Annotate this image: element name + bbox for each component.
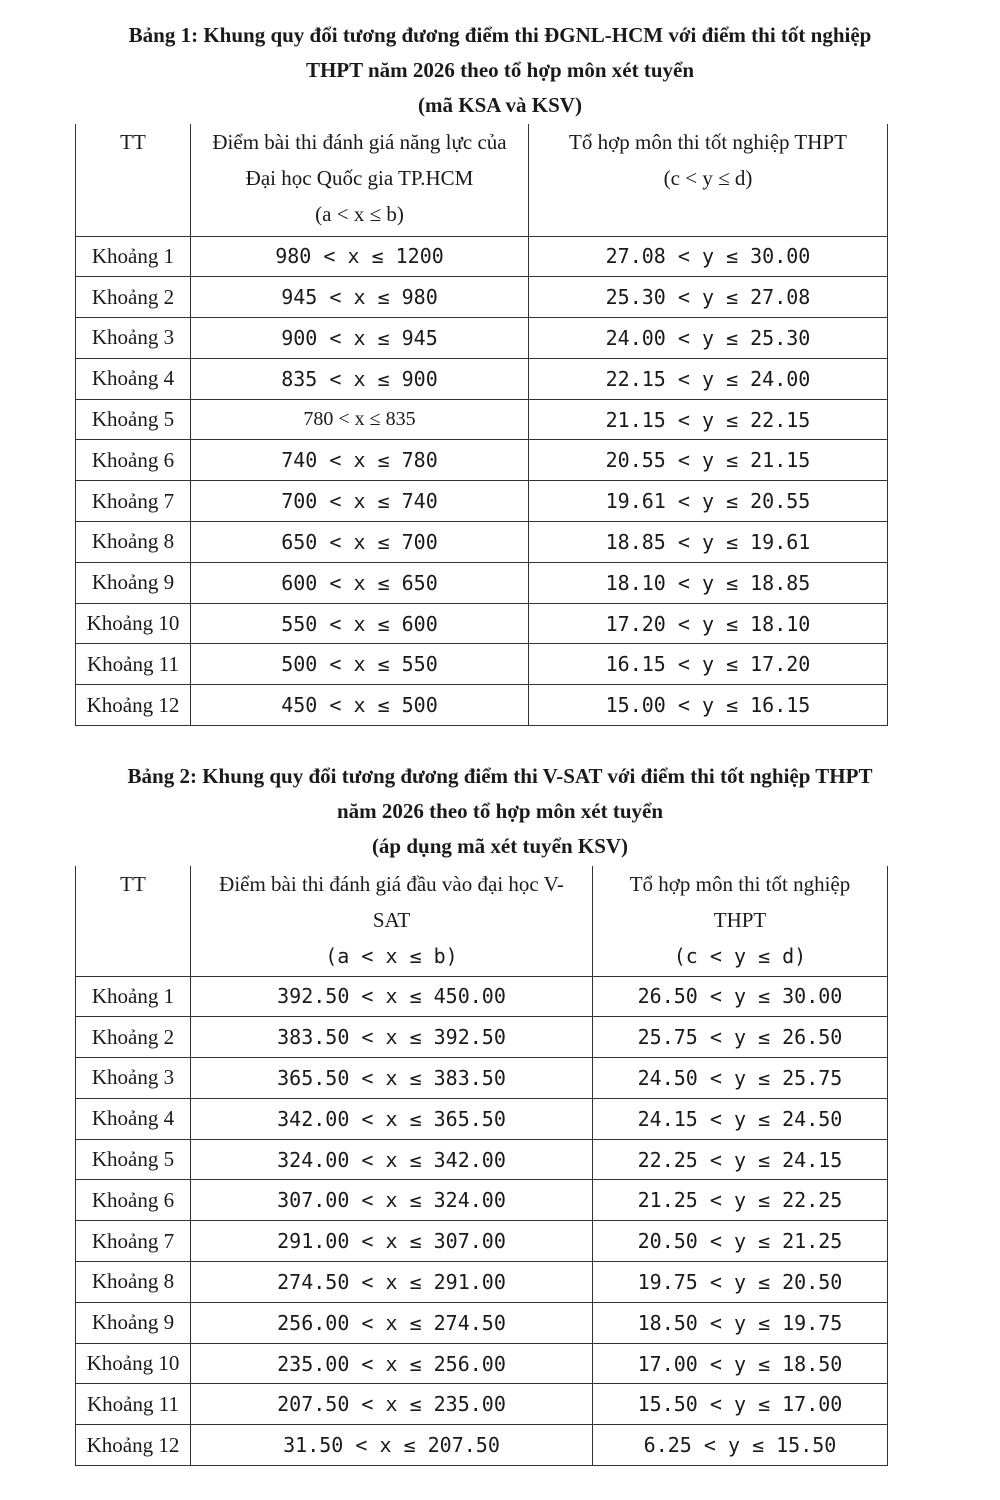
table1-header-y: Tổ hợp môn thi tốt nghiệp THPT (c < y ≤ d)	[529, 124, 888, 236]
row-label: Khoảng 9	[76, 1302, 191, 1343]
table1-header-x: Điểm bài thi đánh giá năng lực của Đại học Quốc gia TP.HCM (a < x ≤ b)	[191, 124, 529, 236]
y-range-cell: 22.15 < y ≤ 24.00	[529, 358, 888, 399]
y-range-cell: 15.50 < y ≤ 17.00	[593, 1384, 888, 1425]
row-label: Khoảng 8	[76, 1262, 191, 1303]
x-range-cell: 700 < x ≤ 740	[191, 481, 529, 522]
x-range-cell: 207.50 < x ≤ 235.00	[191, 1384, 593, 1425]
y-range-cell: 24.50 < y ≤ 25.75	[593, 1058, 888, 1099]
table-row	[76, 522, 888, 563]
y-range-cell: 16.15 < y ≤ 17.20	[529, 644, 888, 685]
x-range-cell: 307.00 < x ≤ 324.00	[191, 1180, 593, 1221]
row-label: Khoảng 7	[76, 481, 191, 522]
y-range-cell: 25.75 < y ≤ 26.50	[593, 1017, 888, 1058]
table1-caption	[0, 18, 1000, 123]
x-range-cell: 365.50 < x ≤ 383.50	[191, 1058, 593, 1099]
table-row	[76, 1017, 888, 1058]
table2-caption-line1: Bảng 2: Khung quy đổi tương đương điểm thi V-SAT với điểm thi tốt nghiệp THPT	[127, 764, 873, 788]
table1-header-tt: TT	[76, 124, 191, 236]
row-label: Khoảng 8	[76, 522, 191, 563]
y-range-cell: 18.10 < y ≤ 18.85	[529, 562, 888, 603]
x-range-cell: 450 < x ≤ 500	[191, 685, 529, 726]
row-label: Khoảng 5	[76, 399, 191, 440]
row-label: Khoảng 1	[76, 976, 191, 1017]
table2-caption-line3: (áp dụng mã xét tuyển KSV)	[371, 834, 629, 858]
table-row	[76, 481, 888, 522]
row-label: Khoảng 2	[76, 1017, 191, 1058]
x-range-cell: 392.50 < x ≤ 450.00	[191, 976, 593, 1017]
table-row	[76, 976, 888, 1017]
row-label: Khoảng 3	[76, 1058, 191, 1099]
table-row	[76, 1425, 888, 1466]
y-range-cell: 17.00 < y ≤ 18.50	[593, 1343, 888, 1384]
x-range-cell: 31.50 < x ≤ 207.50	[191, 1425, 593, 1466]
table-row	[76, 1262, 888, 1303]
y-range-cell: 17.20 < y ≤ 18.10	[529, 603, 888, 644]
y-range-cell: 25.30 < y ≤ 27.08	[529, 277, 888, 318]
row-label: Khoảng 11	[76, 1384, 191, 1425]
table-row	[76, 644, 888, 685]
x-range-cell: 274.50 < x ≤ 291.00	[191, 1262, 593, 1303]
table-row	[76, 440, 888, 481]
table-row	[76, 236, 888, 277]
row-label: Khoảng 6	[76, 440, 191, 481]
table-row	[76, 562, 888, 603]
y-range-cell: 27.08 < y ≤ 30.00	[529, 236, 888, 277]
x-range-cell: 835 < x ≤ 900	[191, 358, 529, 399]
table-row	[76, 358, 888, 399]
x-range-cell: 980 < x ≤ 1200	[191, 236, 529, 277]
row-label: Khoảng 2	[76, 277, 191, 318]
y-range-cell: 20.55 < y ≤ 21.15	[529, 440, 888, 481]
table-row	[76, 1302, 888, 1343]
row-label: Khoảng 4	[76, 358, 191, 399]
table1-caption-line1: Bảng 1: Khung quy đổi tương đương điểm thi ĐGNL-HCM với điểm thi tốt nghiệp	[128, 23, 872, 47]
y-range-cell: 19.75 < y ≤ 20.50	[593, 1262, 888, 1303]
x-range-cell: 900 < x ≤ 945	[191, 318, 529, 359]
table-row	[76, 1098, 888, 1139]
table2-header-x: Điểm bài thi đánh giá đầu vào đại học V- SAT (a < x ≤ b)	[191, 866, 593, 976]
x-range-cell: 256.00 < x ≤ 274.50	[191, 1302, 593, 1343]
y-range-cell: 24.15 < y ≤ 24.50	[593, 1098, 888, 1139]
y-range-cell: 18.50 < y ≤ 19.75	[593, 1302, 888, 1343]
x-range-cell: 342.00 < x ≤ 365.50	[191, 1098, 593, 1139]
table-row	[76, 685, 888, 726]
x-range-cell: 945 < x ≤ 980	[191, 277, 529, 318]
table2-header-y: Tổ hợp môn thi tốt nghiệp THPT (c < y ≤ d)	[593, 866, 888, 976]
table2-header-row	[76, 866, 888, 976]
x-range-cell: 324.00 < x ≤ 342.00	[191, 1139, 593, 1180]
x-range-cell: 500 < x ≤ 550	[191, 644, 529, 685]
table2-header-tt: TT	[76, 866, 191, 976]
table-row	[76, 399, 888, 440]
y-range-cell: 19.61 < y ≤ 20.55	[529, 481, 888, 522]
y-range-cell: 20.50 < y ≤ 21.25	[593, 1221, 888, 1262]
table2-caption-line2: năm 2026 theo tổ hợp môn xét tuyển	[336, 799, 664, 823]
y-range-cell: 18.85 < y ≤ 19.61	[529, 522, 888, 563]
table1-caption-line3: (mã KSA và KSV)	[418, 93, 582, 117]
table-row	[76, 318, 888, 359]
y-range-cell: 15.00 < y ≤ 16.15	[529, 685, 888, 726]
table-row	[76, 1139, 888, 1180]
table-row	[76, 603, 888, 644]
table-row	[76, 1180, 888, 1221]
y-range-cell: 21.15 < y ≤ 22.15	[529, 399, 888, 440]
row-label: Khoảng 10	[76, 1343, 191, 1384]
table2-caption	[0, 759, 1000, 864]
row-label: Khoảng 3	[76, 318, 191, 359]
x-range-cell: 291.00 < x ≤ 307.00	[191, 1221, 593, 1262]
row-label: Khoảng 7	[76, 1221, 191, 1262]
y-range-cell: 22.25 < y ≤ 24.15	[593, 1139, 888, 1180]
table-row	[76, 1058, 888, 1099]
row-label: Khoảng 12	[76, 1425, 191, 1466]
row-label: Khoảng 4	[76, 1098, 191, 1139]
table-row	[76, 277, 888, 318]
y-range-cell: 26.50 < y ≤ 30.00	[593, 976, 888, 1017]
table-row	[76, 1384, 888, 1425]
row-label: Khoảng 11	[76, 644, 191, 685]
table-row	[76, 1221, 888, 1262]
x-range-cell: 235.00 < x ≤ 256.00	[191, 1343, 593, 1384]
y-range-cell: 21.25 < y ≤ 22.25	[593, 1180, 888, 1221]
table1	[75, 124, 888, 726]
x-range-cell: 740 < x ≤ 780	[191, 440, 529, 481]
row-label: Khoảng 5	[76, 1139, 191, 1180]
x-range-cell: 383.50 < x ≤ 392.50	[191, 1017, 593, 1058]
row-label: Khoảng 12	[76, 685, 191, 726]
table-row	[76, 1343, 888, 1384]
table2	[75, 866, 888, 1466]
y-range-cell: 24.00 < y ≤ 25.30	[529, 318, 888, 359]
y-range-cell: 6.25 < y ≤ 15.50	[593, 1425, 888, 1466]
x-range-cell: 780 < x ≤ 835	[191, 399, 529, 440]
row-label: Khoảng 10	[76, 603, 191, 644]
row-label: Khoảng 1	[76, 236, 191, 277]
table1-caption-line2: THPT năm 2026 theo tổ hợp môn xét tuyển	[305, 58, 695, 82]
row-label: Khoảng 6	[76, 1180, 191, 1221]
x-range-cell: 650 < x ≤ 700	[191, 522, 529, 563]
table1-header-row	[76, 124, 888, 236]
x-range-cell: 600 < x ≤ 650	[191, 562, 529, 603]
row-label: Khoảng 9	[76, 562, 191, 603]
x-range-cell: 550 < x ≤ 600	[191, 603, 529, 644]
